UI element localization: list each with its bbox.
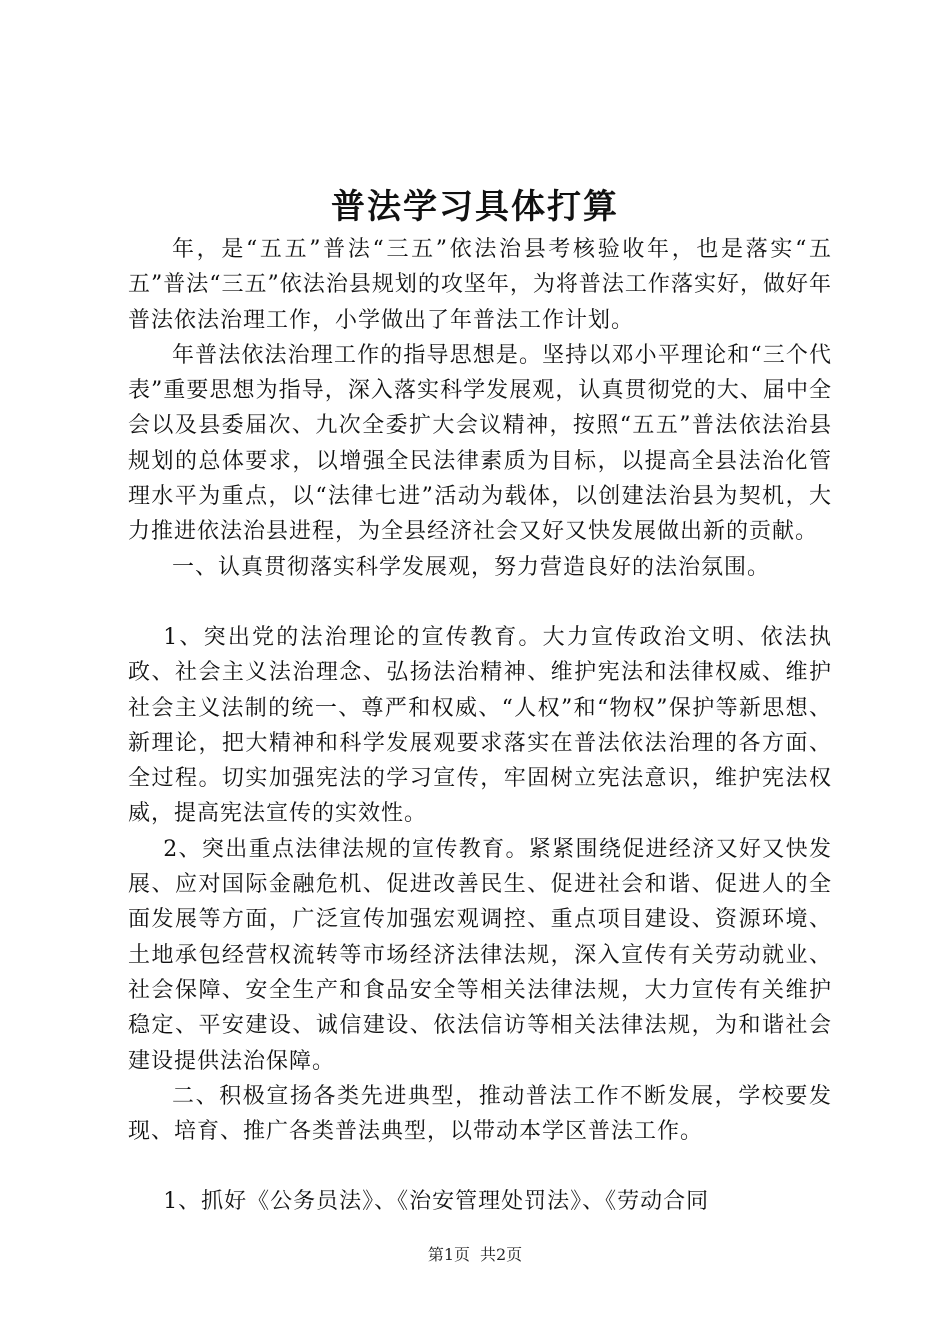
section-heading-two: 二、积极宣扬各类先进典型，推动普法工作不断发展，学校要发现、培育、推广各类普法典型，以带动本学区普法工作。 bbox=[128, 1083, 832, 1145]
paragraph-item-2: 2、突出重点法律法规的宣传教育。紧紧围绕促进经济又好又快发展、应对国际金融危机、促进改善民生、促进社会和谐、促进人的全面发展等方面，广泛宣传加强宏观调控、重点项目建设、资源环境、土地承包经营权流转等市场经济法律法规，深入宣传有关劳动就业、社会保障、安全生产和食品安全等相关法律法规，大力宣传有关维护稳定、平安建设、诚信建设、依法信访等相关法律法规，为和谐社会建设提供法治保障。 bbox=[128, 836, 832, 1074]
section-heading-one: 一、认真贯彻落实科学发展观，努力营造良好的法治氛围。 bbox=[172, 554, 771, 580]
paragraph-item-1: 1、突出党的法治理论的宣传教育。大力宣传政治文明、依法执政、社会主义法治理念、弘扬法治精神、维护宪法和法律权威、维护社会主义法制的统一、尊严和权威、“人权”和“物权”保护等新思想、新理论，把大精神和科学发展观要求落实在普法依法治理的各方面、全过程。切实加强宪法的学习宣传，牢固树立宪法意识，维护宪法权威，提高宪法宣传的实效性。 bbox=[128, 624, 832, 827]
document-title: 普法学习具体打算 bbox=[331, 187, 619, 227]
page-number-total: 共2页 bbox=[480, 1245, 523, 1264]
paragraph-intro: 年，是“五五”普法“三五”依法治县考核验收年，也是落实“五五”普法“三五”依法治县规划的攻坚年，为将普法工作落实好，做好年普法依法治理工作，小学做出了年普法工作计划。 bbox=[128, 237, 832, 333]
paragraph-guiding-ideology: 年普法依法治理工作的指导思想是。坚持以邓小平理论和“三个代表”重要思想为指导，深入落实科学发展观，认真贯彻党的大、届中全会以及县委届次、九次全委扩大会议精神，按照“五五”普法依法治县规划的总体要求，以增强全民法律素质为目标，以提高全县法治化管理水平为重点，以“法律七进”活动为载体，以创建法治县为契机，大力推进依法治县进程，为全县经济社会又好又快发展做出新的贡献。 bbox=[128, 342, 832, 545]
page-footer bbox=[0, 1245, 950, 1265]
paragraph-gap bbox=[128, 585, 832, 620]
paragraph-gap bbox=[128, 1149, 832, 1184]
page-number-current: 第1页 bbox=[427, 1245, 470, 1264]
document-body bbox=[128, 232, 832, 1220]
paragraph-item-1-continued: 1、抓好《公务员法》、《治安管理处罚法》、《劳动合同 bbox=[163, 1189, 710, 1215]
